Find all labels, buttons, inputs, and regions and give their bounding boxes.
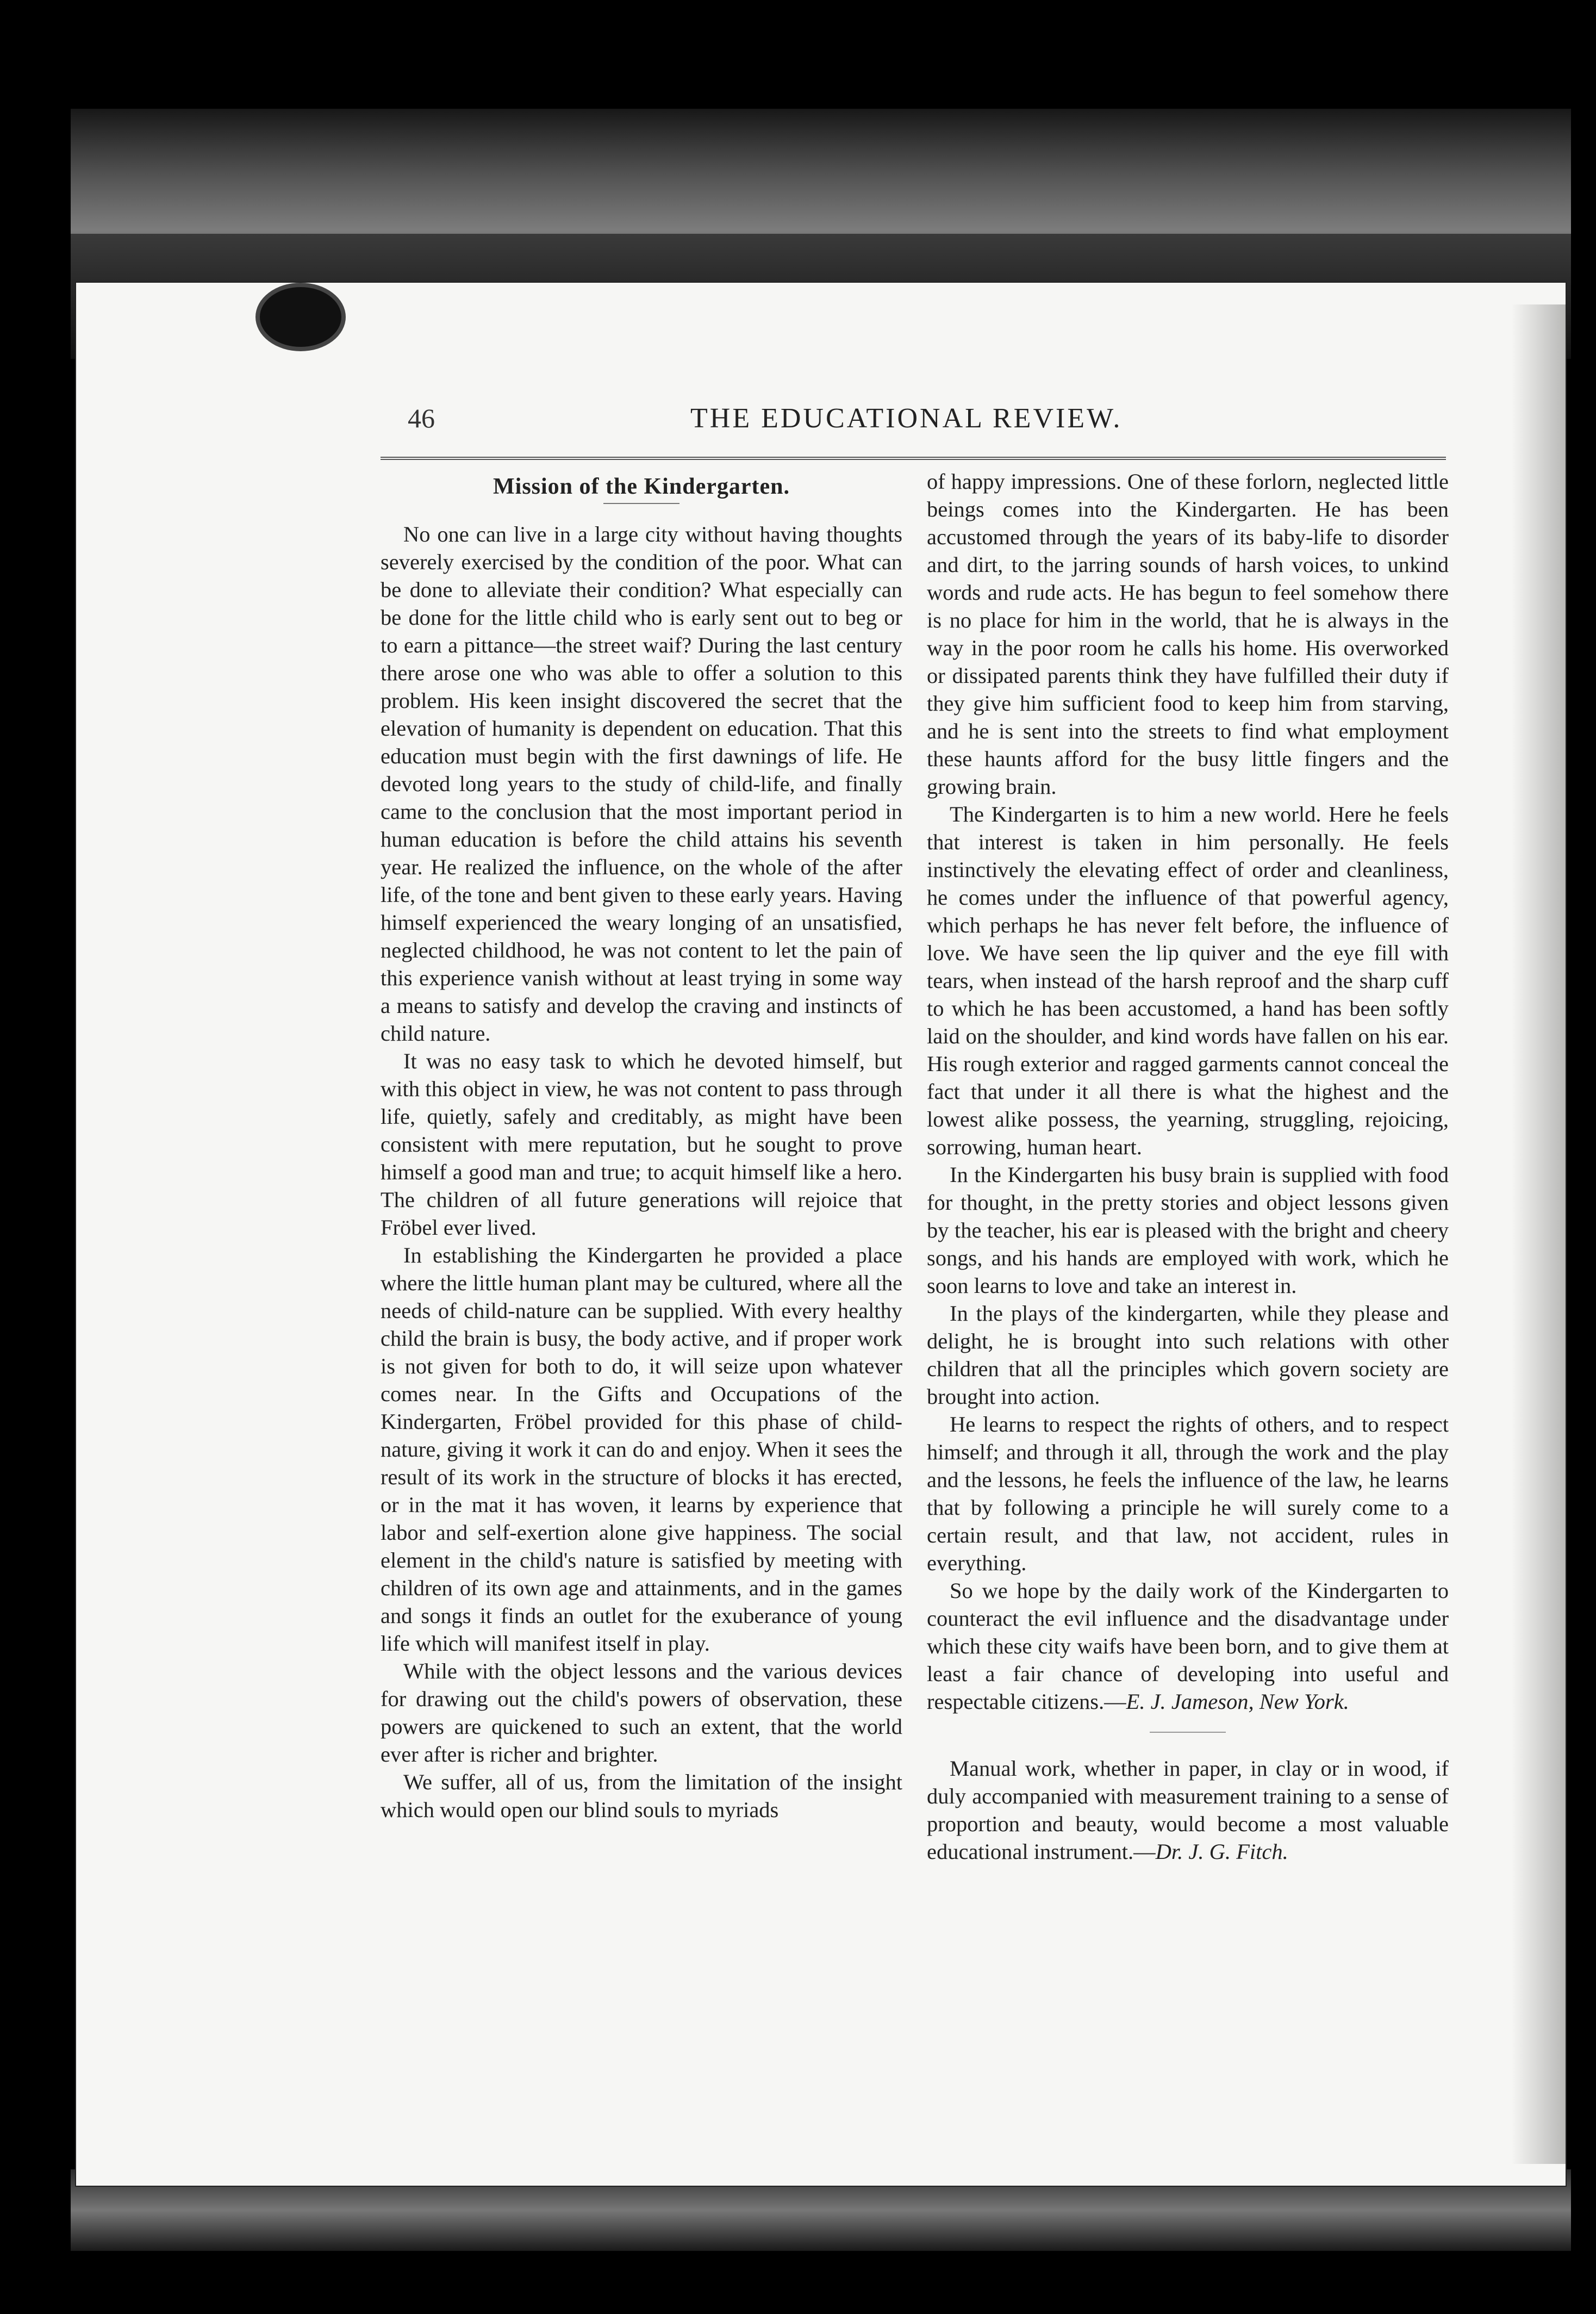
left-column <box>381 468 902 1979</box>
closing-text: So we hope by the daily work of the Kindergarten to counteract the evil influence and the disadvantage under which these city waifs have been born, and to give them at least a fair chance of developing into useful and respectable citizens.— <box>927 1578 1449 1714</box>
paragraph: The Kindergarten is to him a new world. Here he feels that interest is taken in him personally. He feels instinctively the elevating effect of order and cleanliness, he comes under the influence of that powerful agency, which perhaps he has never felt before, the influence of love. We have seen the lip quiver and the eye fill with tears, when instead of the harsh reproof and the sharp cuff to which he has been accustomed, a hand has been softly laid on the shoulder, and kind words have fallen on his ear. His rough exterior and ragged garments cannot conceal the fact that under it all there is what the highest and the lowest alike possess, the yearning, struggling, rejoicing, sorrowing, human heart. <box>927 802 1449 1159</box>
right-column <box>927 468 1449 1979</box>
quote-paragraph <box>927 1755 1449 1865</box>
paragraph: We suffer, all of us, from the limitation of the insight which would open our blind souls to myriads <box>381 1770 902 1822</box>
article-title: Mission of the Kindergarten. <box>493 474 790 499</box>
binding-clip <box>255 283 346 351</box>
section-separator <box>1150 1732 1226 1733</box>
paragraph: It was no easy task to which he devoted himself, but with this object in view, he was not content to pass through life, quietly, safely and creditably, as might have been consistent with mere reputation, but he sought to prove himself a good man and true; to acquit himself like a hero. The children of all future generations will rejoice that Fröbel ever lived. <box>381 1049 902 1240</box>
quote-text: Manual work, whether in paper, in clay or in wood, if duly accompanied with measurement training to a sense of proportion and beauty, would become a most valuable educational instrument.— <box>927 1756 1449 1864</box>
paragraph-closing <box>927 1577 1449 1715</box>
page-edge-shadow <box>1511 304 1566 2164</box>
paragraph: While with the object lessons and the various devices for drawing out the child's powers of observation, these powers are quickened to such an extent, that the world ever after is richer and brighter. <box>381 1659 902 1766</box>
page-number: 46 <box>408 403 435 433</box>
paragraph-continued: of happy impressions. One of these forlorn, neglected little beings comes into the Kindergarten. He has been accustomed through the years of its baby-life to disorder and dirt, to the jarring sounds of harsh voices, to unkind words and rude acts. He has begun to feel somehow there is no place for him in the world, that he is always in the way in the poor room he calls his home. His overworked or dissipated parents think they have fulfilled their duty if they give him sufficient food to keep him from starving, and he is sent into the streets to find what employment these haunts afford for the busy little fingers and the growing brain. <box>927 469 1449 799</box>
quote-attribution: Dr. J. G. Fitch. <box>1155 1839 1288 1864</box>
header-rule <box>381 457 1446 460</box>
paragraph: In the Kindergarten his busy brain is supplied with food for thought, in the pretty stories and object lessons given by the teacher, his ear is pleased with the bright and cheery songs, and his hands are employed with work, which he soon learns to love and take an interest in. <box>927 1162 1449 1298</box>
title-rule <box>603 503 679 504</box>
article-signature: E. J. Jameson, New York. <box>1126 1689 1349 1714</box>
paragraph: No one can live in a large city without having thoughts severely exercised by the condition of the poor. What can be done to alleviate their condition? What especially can be done for the little child who is early sent out to beg or to earn a pittance—the street waif? During the last century there arose one who was able to offer a solution to this problem. His keen insight discovered the secret that the elevation of humanity is dependent on education. That this education must begin with the first dawnings of life. He devoted long years to the study of child-life, and finally came to the conclusion that the most important period in human education is before the child attains his seventh year. He realized the influence, on the whole of the after life, of the tone and bent given to these early years. Having himself experienced the weary longing of an unsatisfied, neglected childhood, he was not content to let the pain of this experience vanish without at least trying in some way a means to satisfy and develop the craving and instincts of child nature. <box>381 522 902 1046</box>
paragraph: He learns to respect the rights of others, and to respect himself; and through it all, through the work and the play and the lessons, he feels the influence of the law, he learns that by following a principle he will surely come to a certain result, and that law, not accident, rules in everything. <box>927 1412 1449 1575</box>
page-header <box>408 402 1473 446</box>
paragraph: In the plays of the kindergarten, while they please and delight, he is brought into such relations with other children that all the principles which govern society are brought into action. <box>927 1301 1449 1409</box>
paragraph: In establishing the Kindergarten he provided a place where the little human plant may be cultured, where all the needs of child-nature can be supplied. With every healthy child the brain is busy, the body active, and if proper work is not given for both to do, it will seize upon whatever comes near. In the Gifts and Occupations of the Kindergarten, Fröbel provided for this phase of child-nature, giving it work it can do and enjoy. When it sees the result of its work in the structure of blocks it has erected, or in the mat it has woven, it learns by experience that labor and self-exertion alone give happiness. The social element in the child's nature is satisfied by meeting with children of its own age and attainments, and in the games and songs it finds an outlet for the exuberance of young life which will manifest itself in play. <box>381 1243 902 1656</box>
running-head: THE EDUCATIONAL REVIEW. <box>690 403 1123 434</box>
